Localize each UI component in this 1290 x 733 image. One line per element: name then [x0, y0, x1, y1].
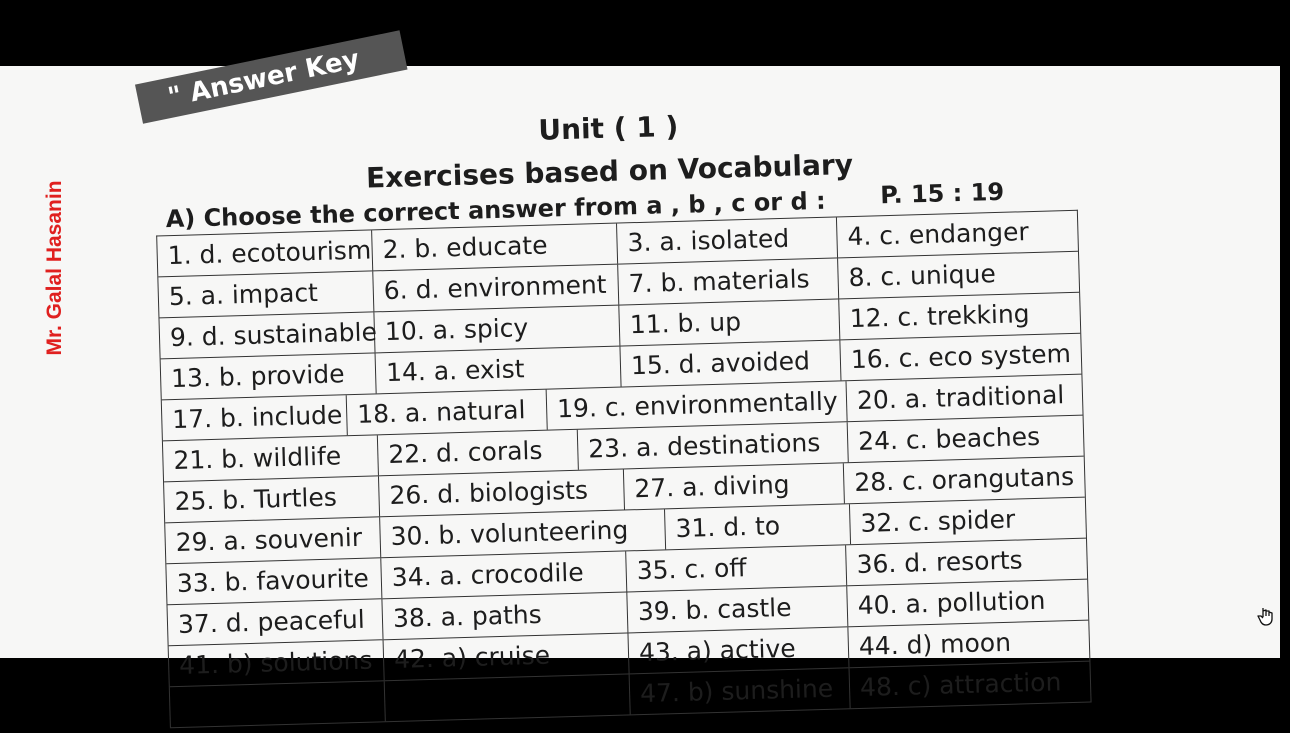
answer-cell: 24. c. beaches	[857, 421, 1041, 456]
answer-cell: 27. a. diving	[624, 463, 845, 509]
answer-cell: 18. a. natural	[347, 390, 548, 436]
answer-cell: 21. b. wildlife	[163, 435, 379, 481]
page-reference: P. 15 : 19	[879, 177, 1005, 210]
answer-cell: 5. a. impact	[158, 271, 374, 317]
answer-cell: 25. b. Turtles	[164, 476, 380, 522]
unit-title: Unit ( 1 )	[537, 109, 679, 147]
answer-cell: 44. d) moon	[858, 627, 1012, 661]
answer-cell	[170, 681, 386, 727]
answer-cell: 20. a. traditional	[856, 380, 1065, 415]
answer-cell: 3. a. isolated	[617, 217, 838, 263]
answer-cell: 23. a. destinations	[578, 422, 849, 470]
answer-cell: 40. a. pollution	[857, 585, 1046, 621]
answer-cell: 6. d. environment	[373, 265, 619, 312]
answer-cell	[385, 674, 631, 721]
answer-cell: 13. b. provide	[161, 353, 377, 399]
answer-cell: 17. b. include	[162, 395, 348, 440]
answer-cell: 31. d. to	[665, 504, 851, 549]
answer-cell: 30. b. volunteering	[380, 509, 666, 557]
answer-cell: 22. d. corals	[378, 430, 579, 476]
answer-cell: 28. c. orangutans	[853, 461, 1075, 498]
answer-key-banner: " Answer Key	[135, 30, 408, 123]
answer-cell: 26. d. biologists	[379, 469, 625, 516]
answers-table	[156, 210, 1091, 729]
answer-cell: 37. d. peaceful	[167, 599, 383, 645]
answer-cell: 12. c. trekking	[849, 299, 1030, 334]
answer-cell: 36. d. resorts	[856, 545, 1023, 580]
answer-cell: 34. a. crocodile	[381, 551, 627, 598]
answer-cell: 19. c. environmentally	[547, 381, 848, 429]
instruction-text: A) Choose the correct answer from a , b , c or d :	[165, 186, 827, 234]
exercises-title: Exercises based on Vocabulary	[365, 147, 854, 195]
answer-cell: 47. b) sunshine	[630, 668, 851, 714]
answer-cell: 48. c) attraction	[859, 667, 1062, 702]
worksheet-image	[0, 44, 1280, 709]
answer-cell: 42. a) cruise	[384, 633, 630, 680]
answer-cell: 10. a. spicy	[374, 306, 620, 353]
answer-cell: 43. a) active	[628, 627, 849, 673]
answer-cell: 33. b. favourite	[166, 558, 382, 604]
answer-cell: 35. c. off	[626, 545, 847, 591]
author-watermark: Mr. Galal Hasanin	[43, 180, 66, 356]
answer-cell: 14. a. exist	[376, 347, 622, 394]
answer-cell: 11. b. up	[619, 299, 840, 345]
answer-cell: 16. c. eco system	[850, 338, 1072, 375]
answer-cell: 38. a. paths	[382, 592, 628, 639]
hand-cursor-icon	[1257, 606, 1275, 626]
answer-cell: 15. d. avoided	[620, 340, 841, 386]
answer-cell: 32. c. spider	[860, 504, 1016, 538]
answer-cell: 9. d. sustainable	[159, 312, 375, 358]
answer-cell: 7. b. materials	[618, 258, 839, 304]
answer-cell: 1. d. ecotourism	[157, 230, 373, 276]
answer-cell: 41. b) solutions	[169, 640, 385, 686]
answer-cell: 4. c. endanger	[847, 217, 1030, 252]
answer-cell: 8. c. unique	[848, 259, 997, 293]
answer-cell: 2. b. educate	[372, 224, 618, 271]
worksheet-page	[0, 44, 1288, 709]
answer-cell: 29. a. souvenir	[165, 517, 381, 563]
answer-cell: 39. b. castle	[627, 586, 848, 632]
